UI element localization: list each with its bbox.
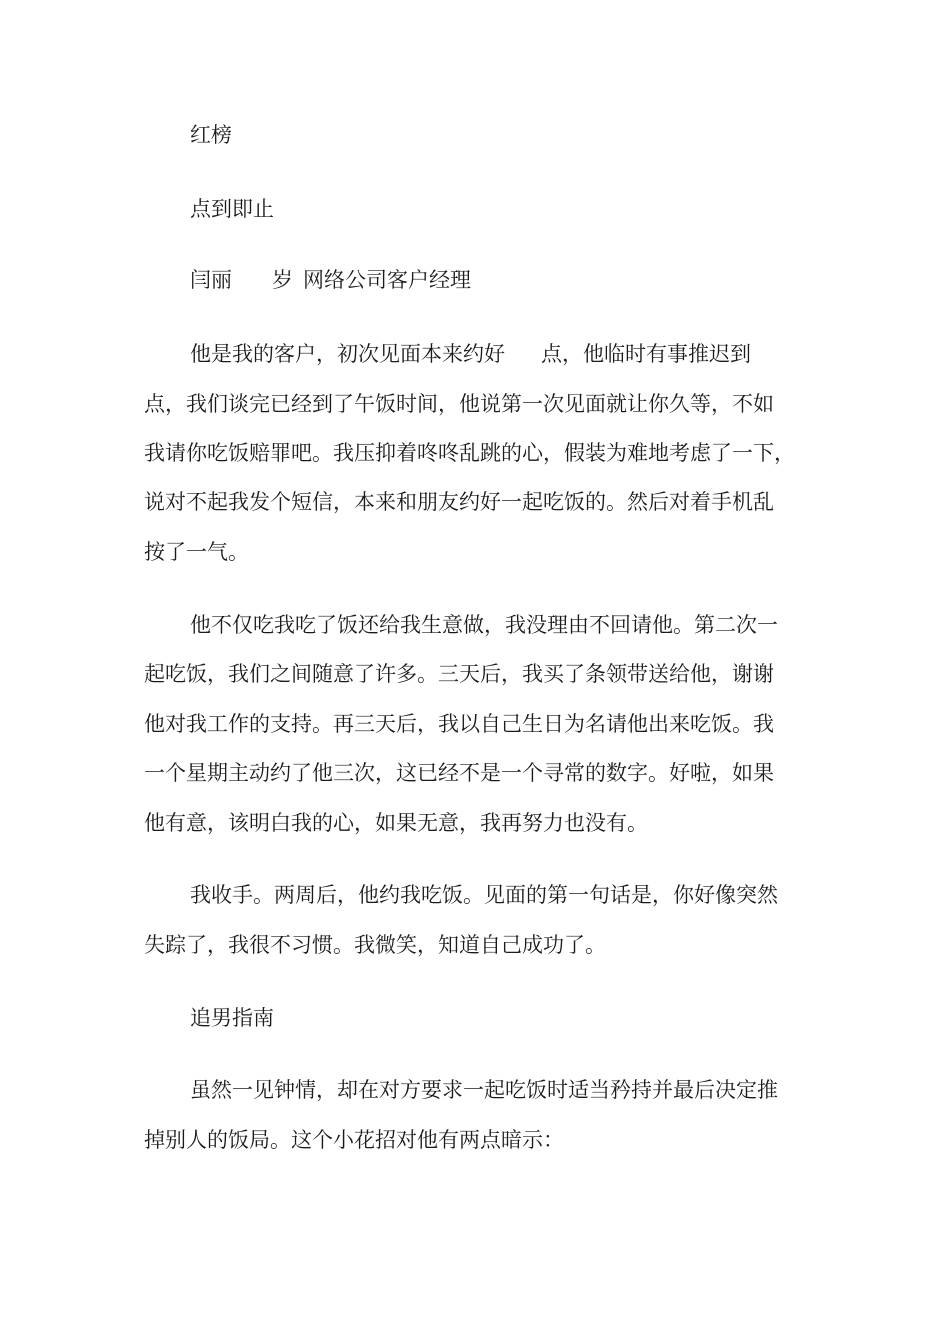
byline-name: 闫丽	[190, 268, 232, 292]
paragraph-4-line-1: 虽然一见钟情，却在对方要求一起吃饭时适当矜持并最后决定推	[190, 1078, 778, 1102]
paragraph-2-line-3: 他对我工作的支持。再三天后，我以自己生日为名请他出来吃饭。我	[144, 712, 774, 736]
paragraph-1-line-2: 点，我们谈完已经到了午饭时间，他说第一次见面就让你久等，不如	[144, 392, 774, 416]
byline	[190, 265, 814, 295]
paragraph-1-line-1a: 他是我的客户，初次见面本来约好	[190, 342, 505, 366]
paragraph-1-line-5: 按了一气。	[144, 540, 249, 564]
paragraph-1-line-1b: 点，他临时有事推迟到	[541, 342, 751, 366]
paragraph-1-line-4: 说对不起我发个短信，本来和朋友约好一起吃饭的。然后对着手机乱	[144, 490, 774, 514]
paragraph-2-line-1: 他不仅吃我吃了饭还给我生意做，我没理由不回请他。第二次一	[190, 613, 778, 637]
paragraph-2-line-4: 一个星期主动约了他三次，这已经不是一个寻常的数字。好啦，如果	[144, 761, 774, 785]
paragraph-3-line-1: 我收手。两周后，他约我吃饭。见面的第一句话是，你好像突然	[190, 883, 778, 907]
byline-title: 网络公司客户经理	[303, 268, 471, 292]
heading-red-list: 红榜	[190, 123, 232, 147]
paragraph-1-line-1	[190, 339, 814, 369]
heading-article-title: 点到即止	[190, 197, 274, 221]
paragraph-3-line-2: 失踪了，我很不习惯。我微笑，知道自己成功了。	[144, 933, 606, 957]
paragraph-2-line-5: 他有意，该明白我的心，如果无意，我再努力也没有。	[144, 811, 648, 835]
paragraph-4-line-2: 掉别人的饭局。这个小花招对他有两点暗示：	[144, 1128, 564, 1152]
paragraph-1-line-3: 我请你吃饭赔罪吧。我压抑着咚咚乱跳的心，假装为难地考虑了一下，	[144, 441, 795, 465]
section-title-guide: 追男指南	[190, 1006, 274, 1030]
byline-age-suffix: 岁	[272, 268, 293, 292]
paragraph-2-line-2: 起吃饭，我们之间随意了许多。三天后，我买了条领带送给他，谢谢	[144, 662, 774, 686]
